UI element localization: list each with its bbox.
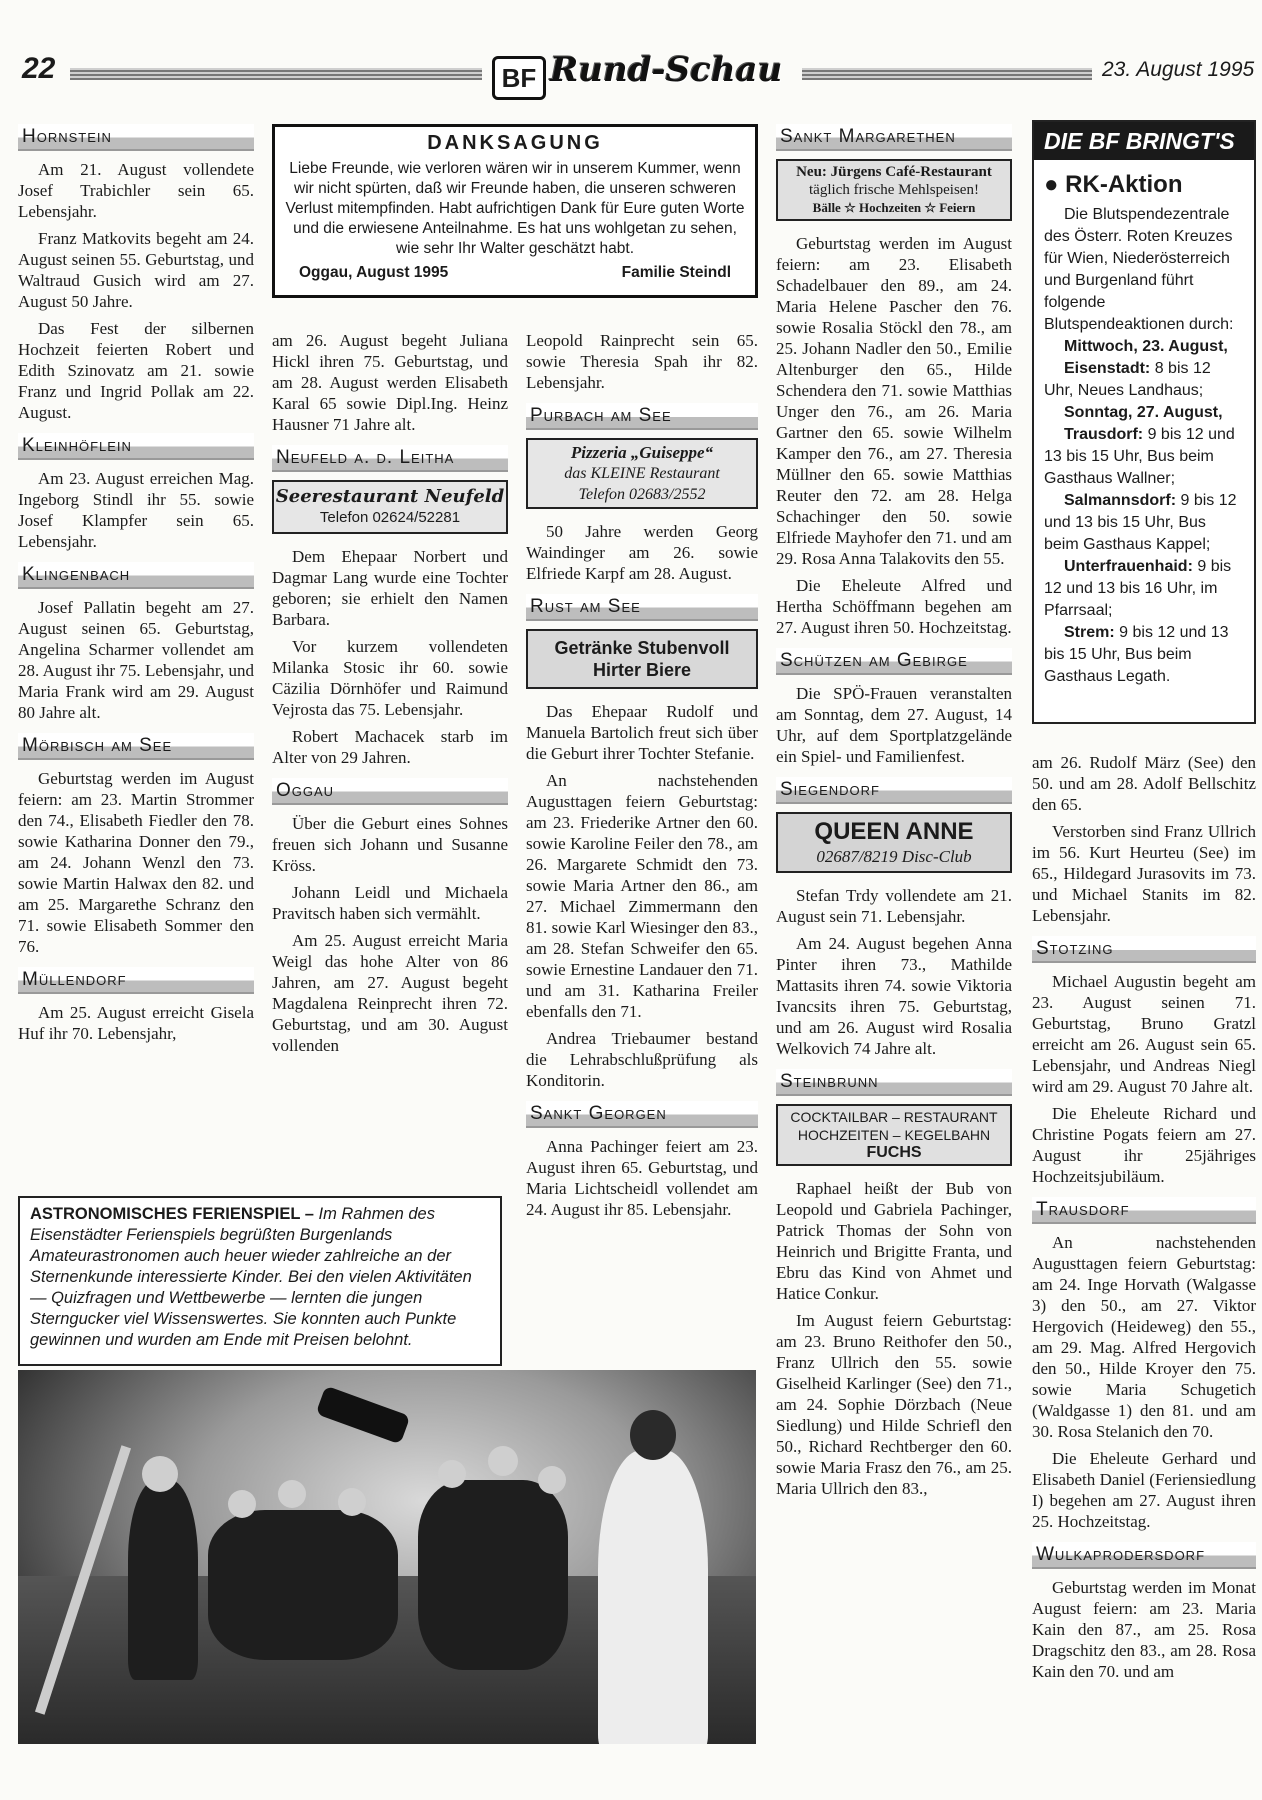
article-paragraph: Am 21. August vollendete Josef Trabichler sein 65. Lebensjahr.	[18, 160, 254, 221]
ad-line: täglich frische Mehlspeisen!	[809, 182, 979, 198]
column-1	[18, 124, 254, 1050]
rk-item	[1044, 622, 1244, 688]
section-heading: Steinbrunn	[776, 1069, 1012, 1096]
section-heading: Stotzing	[1032, 936, 1256, 963]
photo-figure	[208, 1510, 398, 1660]
notice-place: Oggau, August 1995	[299, 264, 449, 281]
photo-adult	[598, 1450, 708, 1744]
article-paragraph: Josef Pallatin begeht am 27. August seinen 65. Geburtstag, Angelina Scharmer vollendet am 28. August ihr 75. Lebensjahr, und Maria Frank wird am 29. August 80 Jahre alt.	[18, 598, 254, 722]
article-paragraph: Geburtstag werden im Monat August feiern: am 23. Maria Kain den 87., am 25. Rosa Dragschitz den 83., am 28. Rosa Kain den 70. und am	[1032, 1578, 1256, 1681]
page-header	[0, 48, 1262, 104]
photo-head	[338, 1488, 366, 1516]
article-paragraph: Anna Pachinger feiert am 23. August ihren 65. Geburtstag, und Maria Lichtscheidl vollendet am 24. August ihr 85. Lebensjahr.	[526, 1137, 758, 1219]
ad-name: Seerestaurant Neufeld	[275, 486, 505, 507]
issue-date: 23. August 1995	[1102, 58, 1255, 81]
section-heading: Sankt Georgen	[526, 1101, 758, 1128]
rk-item	[1044, 358, 1244, 402]
section-heading: Sankt Margarethen	[776, 124, 1012, 151]
article-paragraph: Vor kurzem vollendeten Milanka Stosic ihr 60. sowie Cäzilia Dörnhöfer und Raimund Vejrosta das 75. Lebensjahr.	[272, 637, 508, 719]
article-paragraph: Robert Machacek starb im Alter von 29 Jahren.	[272, 727, 508, 767]
ad-line: das KLEINE Restaurant	[564, 465, 720, 482]
rk-item-label: Salmannsdorf:	[1064, 492, 1177, 509]
header-rule-left	[70, 68, 482, 80]
caption-title: ASTRONOMISCHES FERIENSPIEL –	[30, 1205, 314, 1223]
ad-line: HOCHZEITEN – KEGELBAHN	[797, 1127, 991, 1143]
article-paragraph: Die Eheleute Richard und Christine Pogats feiern am 27. August ihr 25jähriges Hochzeitsjubiläum.	[1032, 1104, 1256, 1186]
rk-item	[1044, 336, 1244, 358]
rk-item-label: Mittwoch, 23. August,	[1064, 338, 1228, 355]
ad-line: Bälle ☆ Hochzeiten ☆ Feiern	[812, 200, 976, 215]
article-paragraph: Johann Leidl und Michaela Pravitsch haben sich vermählt.	[272, 883, 508, 923]
article-paragraph: Am 25. August erreicht Maria Weigl das hohe Alter von 86 Jahren, am 27. August begeht Magdalena Reinprecht ihren 72. Geburtstag, und am 30. August vollenden	[272, 931, 508, 1055]
photo-head	[538, 1466, 566, 1494]
column-5	[1032, 752, 1256, 1752]
article-paragraph: 50 Jahre werden Georg Waindinger am 26. sowie Elfriede Karpf am 28. August.	[526, 522, 758, 583]
article-paragraph: Dem Ehepaar Norbert und Dagmar Lang wurde eine Tochter geboren; sie erhielt den Namen Barbara.	[272, 547, 508, 629]
section-heading: Mörbisch am See	[18, 733, 254, 760]
column-3	[526, 330, 758, 1226]
notice-signature	[285, 263, 745, 283]
bf-logo: BF	[492, 56, 546, 100]
article-paragraph: Franz Matkovits begeht am 24. August seinen 55. Geburtstag, und Waltraud Gusich wird am 27. August 50 Jahre.	[18, 229, 254, 311]
ad-pizzeria	[526, 438, 758, 509]
column-4	[776, 124, 1012, 1505]
rk-item-label: Sonntag, 27. August,	[1064, 404, 1223, 421]
section-heading: Wulkaprodersdorf	[1032, 1542, 1256, 1569]
notice-text: Liebe Freunde, wie verloren wären wir in unserem Kummer, wenn wir nicht spürten, daß wir Freunde haben, die unseren schweren Verlust mitempfinden. Habt aufrichtigen Dank für Eure guten Worte und die erwiesene Anteilnahme. Es hat uns wohlgetan zu sehen, wie sehr Ihr Walter geschätzt habt.	[285, 160, 745, 257]
section-heading: Schützen am Gebirge	[776, 648, 1012, 675]
section-heading: Purbach am See	[526, 403, 758, 430]
article-paragraph: An nachstehenden Augusttagen feiern Geburtstag: am 24. Inge Horvath (Walgasse 3) den 50., am 27. Viktor Hergovich (Heideweg) den 55., am 29. Mag. Alfred Hergovich den 50., Hilde Kroyer den 75. sowie Maria Schugetich (Waldgasse 1) den 81. und am 30. Rosa Stelanich den 70.	[1032, 1233, 1256, 1441]
rk-item-text: 9 bis 12 und 13 bis 15 Uhr, Bus beim Gasthaus Legath.	[1044, 624, 1229, 685]
rk-item	[1044, 424, 1244, 490]
ferienspiel-caption	[18, 1196, 502, 1366]
rk-box-title: DIE BF BRINGT'S	[1034, 122, 1254, 160]
ad-line: COCKTAILBAR – RESTAURANT	[790, 1109, 998, 1125]
rk-body	[1034, 204, 1254, 688]
photo-head	[630, 1410, 676, 1460]
photo-head	[488, 1446, 518, 1476]
article-paragraph: Die SPÖ-Frauen veranstalten am Sonntag, dem 27. August, 14 Uhr, auf dem Sportplatzgelände ein Spiel- und Familienfest.	[776, 684, 1012, 766]
rk-item	[1044, 556, 1244, 622]
ad-queen-anne	[776, 812, 1012, 873]
ad-line: Telefon 02683/2552	[578, 486, 706, 503]
rk-item-label: Eisenstadt:	[1064, 360, 1151, 377]
photo-head	[438, 1460, 466, 1488]
section-heading: Neufeld a. d. Leitha	[272, 445, 508, 472]
rk-heading-text: RK-Aktion	[1065, 171, 1183, 198]
page-number: 22	[22, 52, 56, 85]
section-heading: Trausdorf	[1032, 1197, 1256, 1224]
ad-phone: Telefon 02624/52281	[319, 509, 461, 526]
children-telescope-photo	[18, 1370, 756, 1744]
ad-line: Neu: Jürgens Café-Restaurant	[796, 164, 992, 180]
header-rule-right	[802, 68, 1092, 80]
article-paragraph: Verstorben sind Franz Ullrich im 56. Kurt Heurteu (See) im 65., Hildegard Jurasovits im 73. und Michael Stanits im 82. Lebensjahr.	[1032, 822, 1256, 925]
ad-line: FUCHS	[866, 1144, 922, 1161]
article-paragraph: am 26. August begeht Juliana Hickl ihren 75. Geburtstag, und am 28. August werden Elisabeth Karal 65 sowie Dipl.Ing. Heinz Hausner 71 Jahre alt.	[272, 331, 508, 434]
photo-figure	[128, 1480, 198, 1680]
rk-item-text: 9 bis 12 und 13 bis 15 Uhr, Bus beim Gasthaus Kappel;	[1044, 492, 1237, 553]
ad-juergens-cafe	[776, 159, 1012, 221]
photo-head	[142, 1456, 178, 1492]
ad-line: Getränke Stubenvoll	[554, 638, 730, 658]
rk-item-text: 8 bis 12 Uhr, Neues Landhaus;	[1044, 360, 1211, 399]
article-paragraph: Am 25. August erreicht Gisela Huf ihr 70. Lebensjahr,	[18, 1003, 254, 1043]
ad-fuchs	[776, 1104, 1012, 1166]
ad-getraenke	[526, 629, 758, 689]
article-paragraph: Stefan Trdy vollendete am 21. August sein 71. Lebensjahr.	[776, 886, 1012, 926]
danksagung-notice	[272, 124, 758, 298]
notice-title: DANKSAGUNG	[427, 132, 603, 154]
article-paragraph: Michael Augustin begeht am 23. August seinen 71. Geburtstag, Bruno Gratzl erreicht am 26. August sein 65. Lebensjahr, und Andreas Niegl wird am 29. August 70 Jahre alt.	[1032, 972, 1256, 1096]
article-paragraph: Im August feiern Geburtstag: am 23. Bruno Reithofer den 50., Franz Ullrich den 55. sowie Giselheid Karlinger (See) den 71., am 24. Sophie Dörzbach (Neue Siedlung) und Hilde Schriefl den 50., Richard Rechtberger den 60. sowie Maria Frasz den 76., am 25. Maria Ullrich den 83.,	[776, 1311, 1012, 1498]
rk-item-label: Strem:	[1064, 624, 1115, 641]
rk-item-text: 9 bis 12 und 13 bis 15 Uhr, Bus beim Gasthaus Wallner;	[1044, 426, 1235, 487]
article-paragraph: Das Ehepaar Rudolf und Manuela Bartolich freut sich über die Geburt ihrer Tochter Stefanie.	[526, 702, 758, 763]
logo-title: Rund-Schau	[550, 50, 783, 90]
article-paragraph: Raphael heißt der Bub von Leopold und Gabriela Pachinger, Patrick Thomas der Sohn von Heinrich und Brigitte Franta, und Ebru das Kind von Ahmet und Hatice Conkur.	[776, 1179, 1012, 1303]
ad-line: Hirter Biere	[592, 660, 692, 680]
article-paragraph: Das Fest der silbernen Hochzeit feierten Robert und Edith Szinovatz am 21. sowie Franz und Ingrid Pollak am 22. August.	[18, 319, 254, 422]
photo-figure	[418, 1480, 568, 1670]
article-paragraph: Geburtstag werden im August feiern: am 23. Elisabeth Schadelbauer den 89., am 24. Maria Helene Pascher den 76. sowie Rosalia Stöckl den 78., am 25. Johann Nadler den 50., Emilie Altenburger den 65., Hilde Schendera den 71. sowie Matthias Unger den 76., am 26. Maria Gartner den 65. sowie Wilhelm Kamper den 76., am 27. Theresia Müllner den 65. sowie Matthias Reuter den 72. am 28. Helga Schachinger den 50. sowie Elfriede Mayhofer den 71. und am 29. Rosa Anna Talakovits den 55.	[776, 234, 1012, 568]
article-paragraph: An nachstehenden Augusttagen feiern Geburtstag: am 23. Friederike Artner den 60. sowie Karoline Feiler den 78., am 26. Margarete Schmidt den 73. sowie Maria Artner den 86., am 27. Michael Zimmermann den 81. sowie Karl Wiesinger den 83., am 28. Stefan Schweifer den 65. sowie Ernestine Landauer den 71. und am 31. Katharina Freiler ebenfalls den 71.	[526, 771, 758, 1021]
article-paragraph: Geburtstag werden im August feiern: am 23. Martin Strommer den 74., Elisabeth Fiedler den 78. sowie Katharina Donner den 79., am 24. Johann Wenzl den 73. sowie Martin Halwax den 82. und am 25. Margarethe Schranz den 71. sowie Elisabeth Sommer den 76.	[18, 769, 254, 956]
article-paragraph: Am 23. August erreichen Mag. Ingeborg Stindl ihr 55. sowie Josef Klampfer sein 65. Lebensjahr.	[18, 469, 254, 551]
rk-item-text: 9 bis 12 und 13 bis 16 Uhr, im Pfarrsaal;	[1044, 558, 1232, 619]
photo-head	[278, 1480, 306, 1508]
masthead-logo	[492, 50, 802, 98]
section-heading: Siegendorf	[776, 777, 1012, 804]
rk-aktion-box	[1032, 120, 1256, 724]
article-paragraph: Die Eheleute Alfred und Hertha Schöffmann begehen am 27. August ihren 50. Hochzeitstag.	[776, 576, 1012, 637]
ad-line: 02687/8219 Disc-Club	[816, 847, 972, 866]
article-paragraph: Andrea Triebaumer bestand die Lehrabschlußprüfung als Konditorin.	[526, 1029, 758, 1090]
notice-family: Familie Steindl	[621, 264, 731, 281]
article-paragraph: am 26. Rudolf März (See) den 50. und am 28. Adolf Bellschitz den 65.	[1032, 753, 1256, 814]
bullet-icon: ●	[1044, 171, 1066, 198]
rk-intro: Die Blutspendezentrale des Österr. Roten Kreuzes für Wien, Niederösterreich und Burgenland führt folgende Blutspendeaktionen durch:	[1044, 206, 1234, 333]
section-heading: Müllendorf	[18, 967, 254, 994]
photo-telescope	[316, 1386, 411, 1445]
section-heading: Oggau	[272, 778, 508, 805]
article-paragraph: Leopold Rainprecht sein 65. sowie Theresia Spah ihr 82. Lebensjahr.	[526, 331, 758, 392]
section-heading: Kleinhöflein	[18, 433, 254, 460]
rk-item	[1044, 402, 1244, 424]
photo-head	[228, 1490, 256, 1518]
column-2	[272, 330, 508, 1062]
article-paragraph: Über die Geburt eines Sohnes freuen sich Johann und Susanne Kröss.	[272, 814, 508, 875]
rk-item-label: Trausdorf:	[1064, 426, 1144, 443]
ad-line: QUEEN ANNE	[814, 818, 974, 845]
rk-item-label: Unterfrauenhaid:	[1064, 558, 1193, 575]
ad-seerestaurant	[272, 480, 508, 534]
article-paragraph: Die Eheleute Gerhard und Elisabeth Daniel (Feriensiedlung I) begehen am 27. August ihren 25. Hochzeitstag.	[1032, 1449, 1256, 1531]
ad-line: Pizzeria „Guiseppe“	[570, 443, 714, 462]
rk-heading	[1034, 160, 1254, 204]
article-paragraph: Am 24. August begehen Anna Pinter ihren 73., Mathilde Mattasits ihren 74. sowie Viktoria Ivancsits ihren 75. Geburtstag, und am 26. August wird Rosalia Welkovich 74 Jahre alt.	[776, 934, 1012, 1058]
section-heading: Rust am See	[526, 594, 758, 621]
rk-item	[1044, 490, 1244, 556]
section-heading: Klingenbach	[18, 562, 254, 589]
section-heading: Hornstein	[18, 124, 254, 151]
caption-text: Im Rahmen des Eisenstädter Ferienspiels begrüßten Burgenlands Amateurastronomen auch heuer wieder zahlreiche an der Sternenkunde interessierte Kinder. Bei den vielen Aktivitäten — Quizfragen und Wettbewerbe — lernten die jungen Sterngucker viel Wissenswertes. Sie konnten auch Punkte gewinnen und wurden am Ende mit Preisen belohnt.	[30, 1205, 472, 1349]
